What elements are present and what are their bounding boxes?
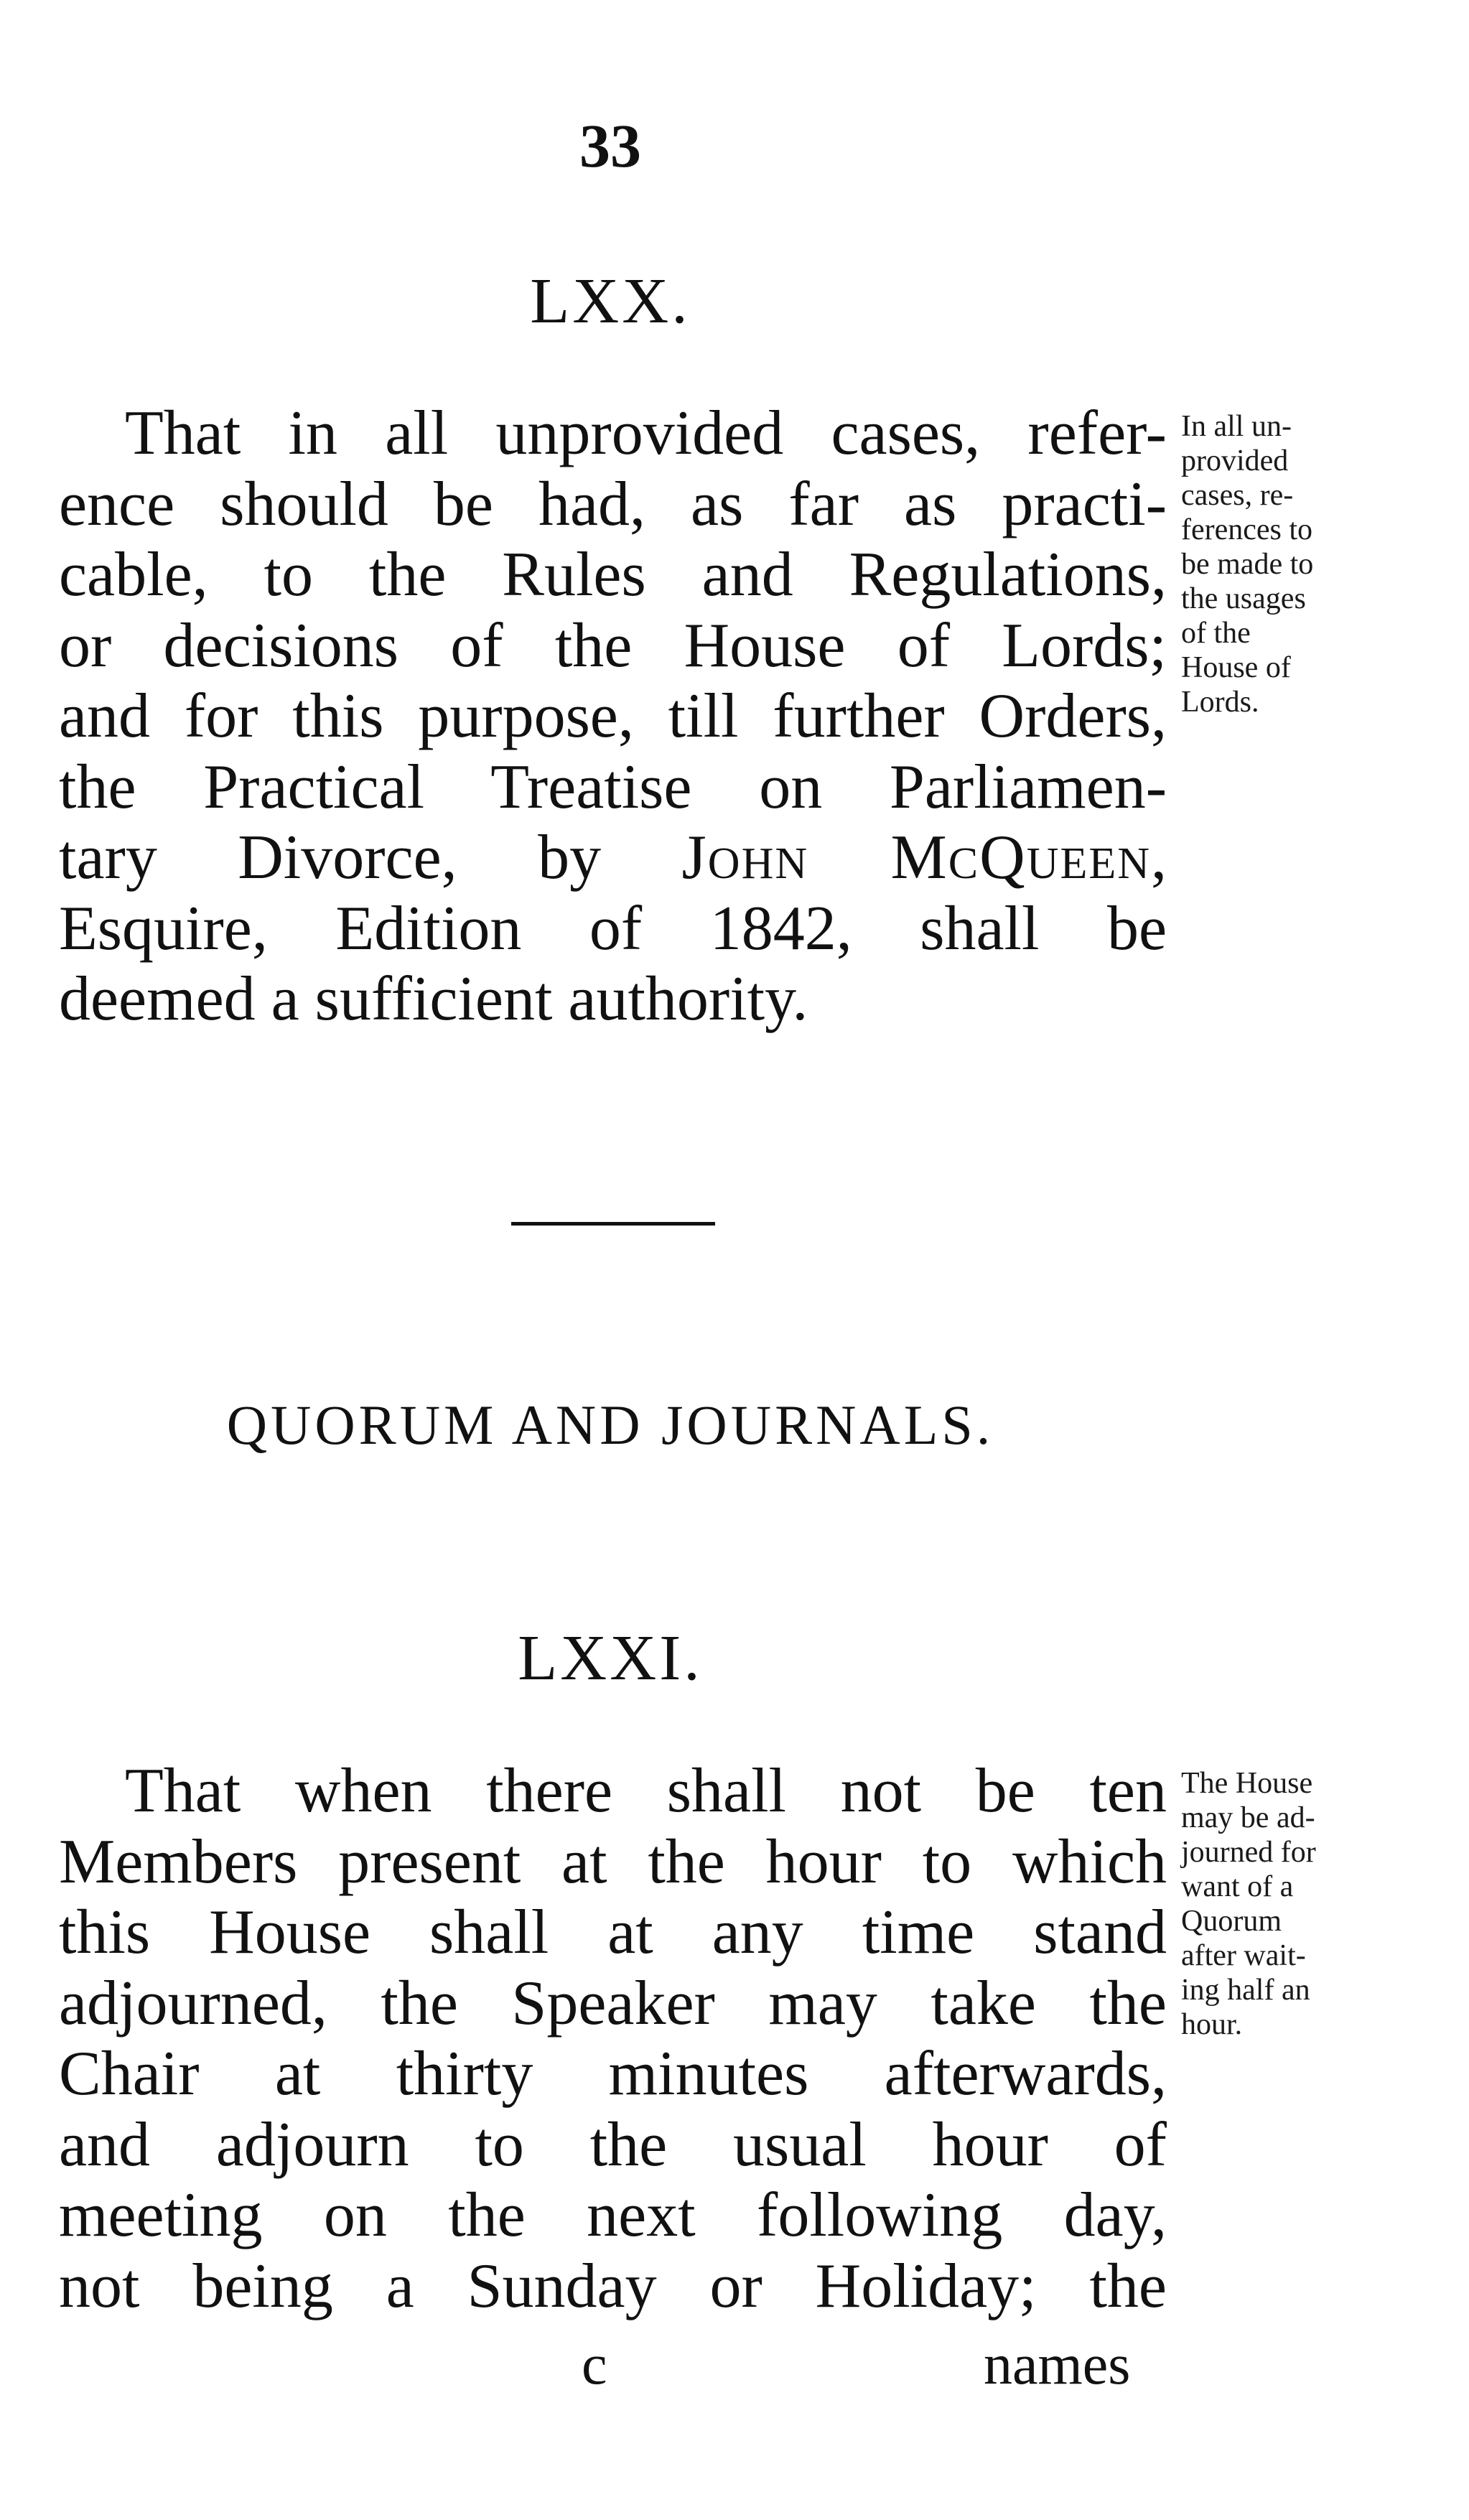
margin-note-line: after wait- <box>1181 1939 1306 1972</box>
margin-note-line: House of <box>1181 651 1291 684</box>
paragraph-line: this House shall at any time stand <box>59 1898 1167 1967</box>
section-numeral-lxxi: LXXI. <box>518 1623 703 1694</box>
paragraph-line: cable, to the Rules and Regulations, <box>59 540 1167 610</box>
paragraph-line: That in all unprovided cases, refer- <box>125 398 1167 468</box>
paragraph-line: Esquire, Edition of 1842, shall be <box>59 893 1167 963</box>
paragraph-line: deemed a sufficient authority. <box>59 964 808 1034</box>
paragraph-line-with-author <box>59 823 1167 894</box>
paragraph-line: or decisions of the House of Lords; <box>59 610 1167 681</box>
margin-note-line: of the <box>1181 617 1251 650</box>
author-name: John McQueen <box>681 823 1151 892</box>
heading-quorum-and-journals: QUORUM AND JOURNALS. <box>226 1394 994 1456</box>
signature-mark: c <box>582 2333 607 2397</box>
margin-note-line: may be ad- <box>1181 1801 1315 1834</box>
paragraph-lxx <box>59 398 1167 1035</box>
page-number: 33 <box>579 111 641 180</box>
paragraph-line: That when there shall not be ten <box>125 1756 1167 1826</box>
margin-note-line: In all un- <box>1181 410 1292 443</box>
margin-note-lxx <box>1181 409 1411 719</box>
margin-note-line: the usages <box>1181 582 1306 615</box>
margin-note-line: hour. <box>1181 2008 1243 2041</box>
paragraph-line: the Practical Treatise on Parliamen- <box>59 752 1167 822</box>
paragraph-line: Members present at the hour to which <box>59 1826 1167 1897</box>
margin-note-line: Quorum <box>1181 1905 1282 1938</box>
paragraph-line: meeting on the next following day, <box>59 2180 1167 2250</box>
paragraph-lxxi <box>59 1756 1167 2322</box>
margin-note-line: The House <box>1181 1767 1313 1800</box>
paragraph-line: not being a Sunday or Holiday; the <box>59 2251 1167 2321</box>
margin-note-line: ing half an <box>1181 1974 1310 2007</box>
margin-note-lxxi <box>1181 1766 1411 2042</box>
paragraph-line-text: tary Divorce, by <box>59 823 682 892</box>
margin-note-line: Lords. <box>1181 686 1259 719</box>
margin-note-line: be made to <box>1181 548 1314 581</box>
paragraph-line: and adjourn to the usual hour of <box>59 2109 1167 2180</box>
paragraph-line: ence should be had, as far as practi- <box>59 469 1167 539</box>
paragraph-line: and for this purpose, till further Orders, <box>59 681 1167 751</box>
margin-note-line: provided <box>1181 444 1289 477</box>
margin-note-line: want of a <box>1181 1870 1294 1903</box>
margin-note-line: ferences to <box>1181 513 1313 546</box>
section-divider-rule <box>511 1222 715 1226</box>
section-numeral-lxx: LXX. <box>530 266 691 337</box>
catchword: names <box>984 2333 1131 2397</box>
paragraph-line: adjourned, the Speaker may take the <box>59 1968 1167 2038</box>
paragraph-line: Chair at thirty minutes afterwards, <box>59 2039 1167 2109</box>
author-suffix: , <box>1151 823 1167 892</box>
margin-note-line: cases, re- <box>1181 479 1294 512</box>
margin-note-line: journed for <box>1181 1836 1316 1869</box>
